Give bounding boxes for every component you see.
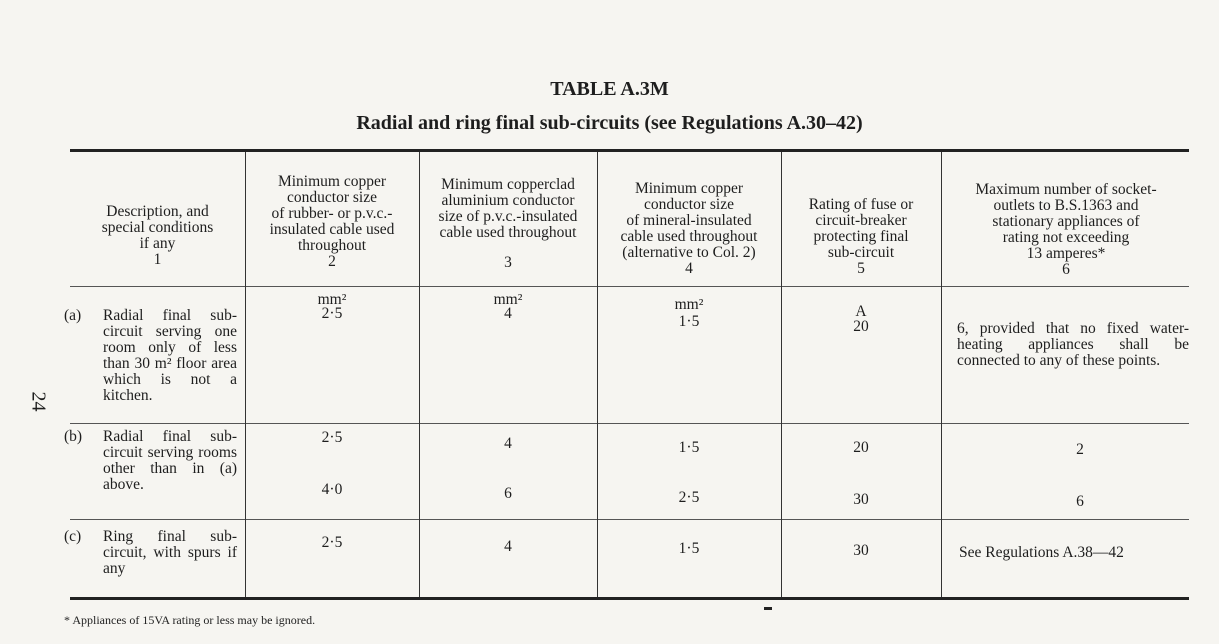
row-b2-col-3: 6	[504, 485, 512, 502]
row-c-col-5: 30	[853, 542, 869, 559]
row-a-col-6: 6, provided that no fixed water-heating appliances shall be connected to any of these points.	[957, 320, 1189, 369]
row-a-bottom-rule	[70, 423, 1189, 424]
row-b2-col-2: 4·0	[321, 481, 343, 498]
header-col-2-text: Minimum copper conductor size of rubber- or p.v.c.- insulated cable used throughout	[269, 173, 395, 254]
row-a-col-2: 2·5	[321, 305, 343, 322]
row-b1-col-3: 4	[504, 435, 512, 452]
header-col-3-number: 3	[504, 254, 512, 271]
header-col-5	[783, 197, 939, 277]
row-description: Radial final sub-circuit serving rooms other than in (a) above.	[103, 428, 237, 493]
row-c-col-3: 4	[504, 538, 512, 555]
row-b2-col-4: 2·5	[678, 489, 700, 506]
row-c-col-4: 1·5	[678, 540, 700, 557]
row-description: Ring final sub-circuit, with spurs if any	[103, 528, 237, 577]
row-b1-col-6: 2	[1076, 441, 1084, 458]
header-col-6	[943, 182, 1189, 278]
col-divider-4	[781, 152, 782, 597]
row-b-bottom-rule	[70, 519, 1189, 520]
table-id: TABLE A.3M	[550, 78, 669, 100]
row-description: Radial final sub-circuit serving one room only of less than 30 m² floor area which is not a kitchen.	[103, 307, 237, 404]
header-col-3-text: Minimum copperclad aluminium conductor size of p.v.c.-insulated cable used throughout	[438, 176, 578, 241]
row-b2-col-5: 30	[853, 491, 869, 508]
row-label: (b)	[64, 428, 83, 445]
row-a-col-3: 4	[504, 305, 512, 322]
row-a-col-5: 20	[853, 318, 869, 335]
header-col-5-text: Rating of fuse or circuit-breaker protecting final sub-circuit	[808, 196, 914, 261]
row-b2-col-6: 6	[1076, 493, 1084, 510]
row-b1-col-4: 1·5	[678, 439, 700, 456]
col-divider-1	[245, 152, 246, 597]
row-b1-col-5: 20	[853, 439, 869, 456]
row-c-col-2: 2·5	[321, 534, 343, 551]
ink-mark	[764, 607, 772, 610]
header-col-1-number: 1	[153, 251, 162, 268]
header-col-1-text: Description, and special conditions if any	[101, 203, 214, 252]
header-bottom-rule	[70, 286, 1189, 287]
header-col-1	[72, 204, 243, 268]
header-col-3	[421, 177, 595, 271]
page-number: 24	[27, 391, 50, 412]
col-divider-5	[941, 152, 942, 597]
table-top-rule	[70, 149, 1189, 152]
table-bottom-rule	[70, 597, 1189, 600]
row-b1-col-2: 2·5	[321, 429, 343, 446]
unit-col-5: A	[855, 303, 867, 320]
row-label: (c)	[64, 528, 82, 545]
row-label: (a)	[64, 307, 82, 324]
unit-col-4: mm²	[674, 296, 704, 313]
row-a-col-4: 1·5	[678, 313, 700, 330]
header-col-4-number: 4	[685, 260, 693, 277]
header-col-6-number: 6	[1062, 261, 1070, 278]
unit-col-2: mm²	[317, 291, 347, 308]
header-col-5-number: 5	[857, 260, 865, 277]
header-col-4	[599, 181, 779, 277]
row-c-col-6: See Regulations A.38—42	[959, 544, 1124, 561]
header-col-4-text: Minimum copper conductor size of mineral-insulated cable used throughout (alternative to Col. 2)	[620, 180, 758, 261]
unit-col-3: mm²	[493, 291, 523, 308]
footnote: * Appliances of 15VA rating or less may be ignored.	[64, 613, 316, 627]
header-col-2-number: 2	[328, 253, 336, 270]
header-col-6-text: Maximum number of socket- outlets to B.S.1363 and stationary appliances of rating not exceeding 13 amperes*	[975, 181, 1157, 262]
table-title: Radial and ring final sub-circuits (see Regulations A.30–42)	[356, 112, 863, 134]
header-col-2	[247, 174, 417, 270]
col-divider-2	[419, 152, 420, 597]
col-divider-3	[597, 152, 598, 597]
